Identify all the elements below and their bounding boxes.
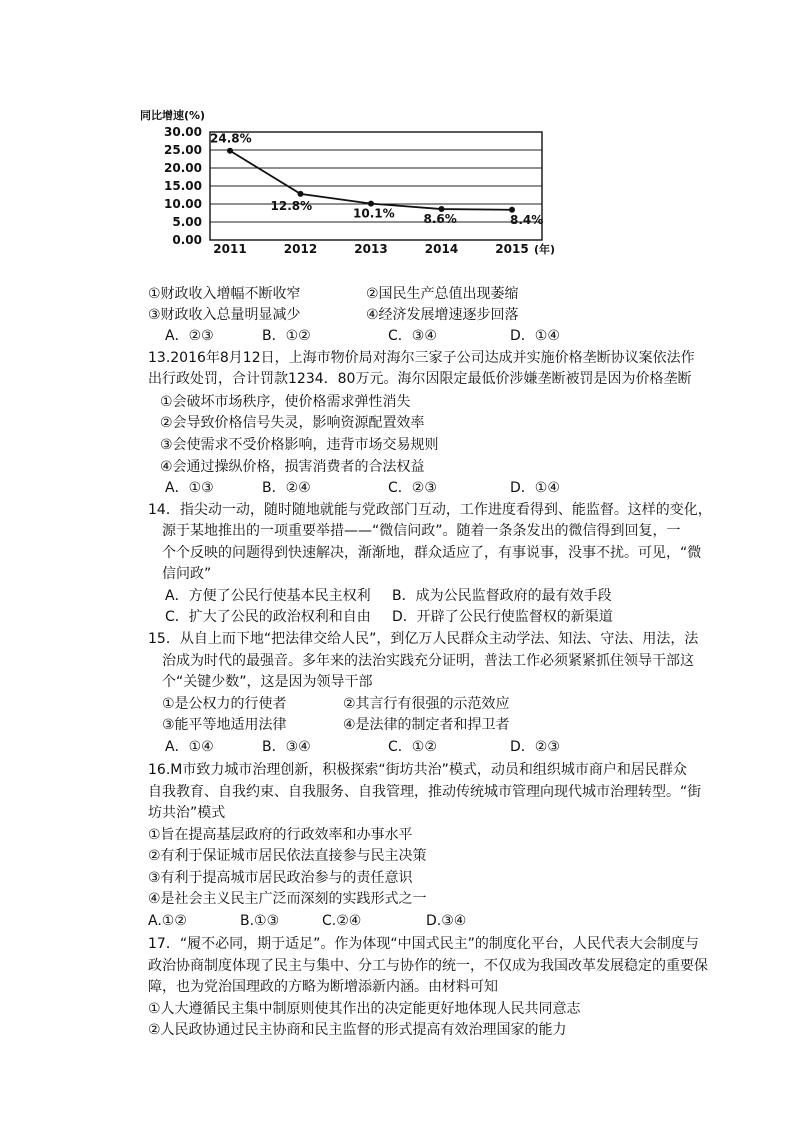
y-tick-label: 10.00: [164, 197, 202, 211]
q12-option-1: ①财政收入增幅不断收窄: [148, 286, 301, 302]
q13-option-4: ④会通过操纵价格，损害消费者的合法权益: [160, 459, 425, 475]
q17-stem-line-1: 17．“履不必同，期于适足”。作为体现“中国式民主”的制度化平台，人民代表大会制度与: [148, 936, 699, 952]
x-tick-label: 2015: [495, 242, 529, 255]
q16-option-2: ②有利于保证城市居民依法直接参与民主决策: [148, 848, 427, 864]
q15-choice-a: A．①④: [165, 739, 214, 755]
data-label: 8.6%: [423, 212, 457, 227]
q14-option-b: B．成为公民监督政府的最有效手段: [392, 588, 612, 604]
q13-option-3: ③会使需求不受价格影响，违背市场交易规则: [160, 437, 439, 453]
data-point: [227, 148, 233, 154]
q17-stem-line-2: 政治协商制度体现了民主与集中、分工与协作的统一，不仅成为我国改革发展稳定的重要保: [148, 958, 708, 974]
q16-choice-c: C.②④: [322, 913, 362, 929]
q12-option-4: ④经济发展增速逐步回落: [366, 307, 519, 323]
y-axis-label: 同比增速(%): [140, 109, 206, 122]
q14-option-c: C．扩大了公民的政治权利和自由: [165, 609, 371, 625]
q15-option-3: ③能平等地适用法律: [162, 717, 287, 733]
data-label: 12.8%: [270, 198, 313, 213]
q14-stem-line-3: 个个反映的问题得到快速解决，渐渐地，群众适应了，有事说事，没事不扰。可见，“微: [162, 545, 702, 561]
data-label: 8.4%: [510, 212, 544, 227]
q13-choice-a: A．①③: [165, 480, 214, 496]
q14-stem-line-4: 信问政”: [162, 566, 212, 582]
x-tick-label: 2011: [213, 242, 247, 255]
q14-stem-line-1: 14．指尖动一动，随时随地就能与党政部门互动，工作进度看得到、能监督。这样的变化，: [148, 502, 712, 518]
q17-option-2: ②人民政协通过民主协商和民主监督的形式提高有效治理国家的能力: [148, 1022, 567, 1038]
q14-option-a: A．方便了公民行使基本民主权利: [165, 588, 371, 604]
q16-choice-a: A.①②: [148, 913, 187, 929]
q15-option-4: ④是法律的制定者和捍卫者: [343, 717, 510, 733]
x-tick-label: 2012: [283, 242, 318, 255]
data-label: 10.1%: [353, 206, 395, 221]
q16-choice-d: D.③④: [426, 913, 467, 929]
q13-option-2: ②会导致价格信号失灵，影响资源配置效率: [160, 415, 425, 431]
x-tick-label: 2013: [354, 242, 388, 255]
q16-stem-line-2: 自我教育、自我约束、自我服务、自我管理，推动传统城市管理向现代城市治理转型。“街: [148, 784, 702, 800]
q13-choice-d: D．①④: [510, 480, 560, 496]
q16-option-4: ④是社会主义民主广泛而深刻的实践形式之一: [148, 891, 427, 907]
q14-stem-line-2: 源于某地推出的一项重要举措——“微信问政”。随着一条条发出的微信得到回复，一: [162, 523, 681, 539]
q12-option-3: ③财政收入总量明显减少: [148, 307, 301, 323]
q15-stem-line-1: 15．从自上而下地“把法律交给人民”，到亿万人民群众主动学法、知法、守法、用法，法: [148, 631, 699, 647]
q17-option-1: ①人大遵循民主集中制原则使其作出的决定能更好地体现人民共同意志: [148, 1001, 581, 1017]
y-tick-label: 0.00: [172, 233, 202, 247]
q12-option-2: ②国民生产总值出现萎缩: [366, 286, 519, 302]
y-tick-label: 5.00: [172, 215, 202, 229]
q16-option-1: ①旨在提高基层政府的行政效率和办事水平: [148, 827, 413, 843]
y-tick-label: 15.00: [164, 179, 202, 193]
q15-stem-line-3: 个“关键少数”，这是因为领导干部: [162, 674, 373, 690]
q15-option-2: ②其言行有很强的示范效应: [343, 696, 510, 712]
q12-choice-d: D．①④: [510, 328, 560, 344]
q13-stem-line-2: 出行政处罚，合计罚款1234．80万元。海尔因限定最低价涉嫌垄断被罚是因为价格垄断: [148, 371, 692, 387]
q16-choice-b: B.①③: [240, 913, 280, 929]
y-tick-label: 30.00: [164, 125, 202, 139]
q16-option-3: ③有利于提高城市居民政治参与的责任意识: [148, 870, 413, 886]
q17-stem-line-3: 障，也为党治国理政的方略为断增添新内涵。由材料可知: [148, 979, 498, 995]
x-axis-unit: (年): [534, 243, 556, 255]
q13-option-1: ①会破坏市场秩序，使价格需求弹性消失: [160, 394, 411, 410]
q15-stem-line-2: 治成为时代的最强音。多年来的法治实践充分证明，普法工作必须紧紧抓住领导干部这: [162, 653, 694, 669]
q12-choice-b: B．①②: [262, 328, 311, 344]
q16-stem-line-1: 16.M市致力城市治理创新，积极探索“街坊共治”模式，动员和组织城市商户和居民群众: [148, 762, 687, 778]
q16-stem-line-3: 坊共治”模式: [148, 805, 226, 821]
q12-choice-c: C．③④: [388, 328, 437, 344]
q13-choice-c: C．②③: [388, 480, 437, 496]
x-tick-label: 2014: [424, 242, 459, 255]
growth-rate-chart: [140, 105, 560, 255]
q15-choice-b: B．③④: [262, 739, 311, 755]
q15-option-1: ①是公权力的行使者: [162, 696, 287, 712]
y-tick-label: 20.00: [164, 161, 202, 175]
q14-option-d: D．开辟了公民行使监督权的新渠道: [392, 609, 613, 625]
data-point: [298, 191, 304, 197]
line-chart: [140, 105, 560, 255]
q15-choice-d: D．②③: [510, 739, 560, 755]
q12-choice-a: A．②③: [165, 328, 214, 344]
q13-stem-line-1: 13.2016年8月12日，上海市物价局对海尔三家子公司达成并实施价格垄断协议案依法作: [148, 350, 695, 366]
q15-choice-c: C．①②: [388, 739, 437, 755]
data-label: 24.8%: [210, 131, 252, 146]
q13-choice-b: B．②④: [262, 480, 311, 496]
y-tick-label: 25.00: [164, 143, 202, 157]
